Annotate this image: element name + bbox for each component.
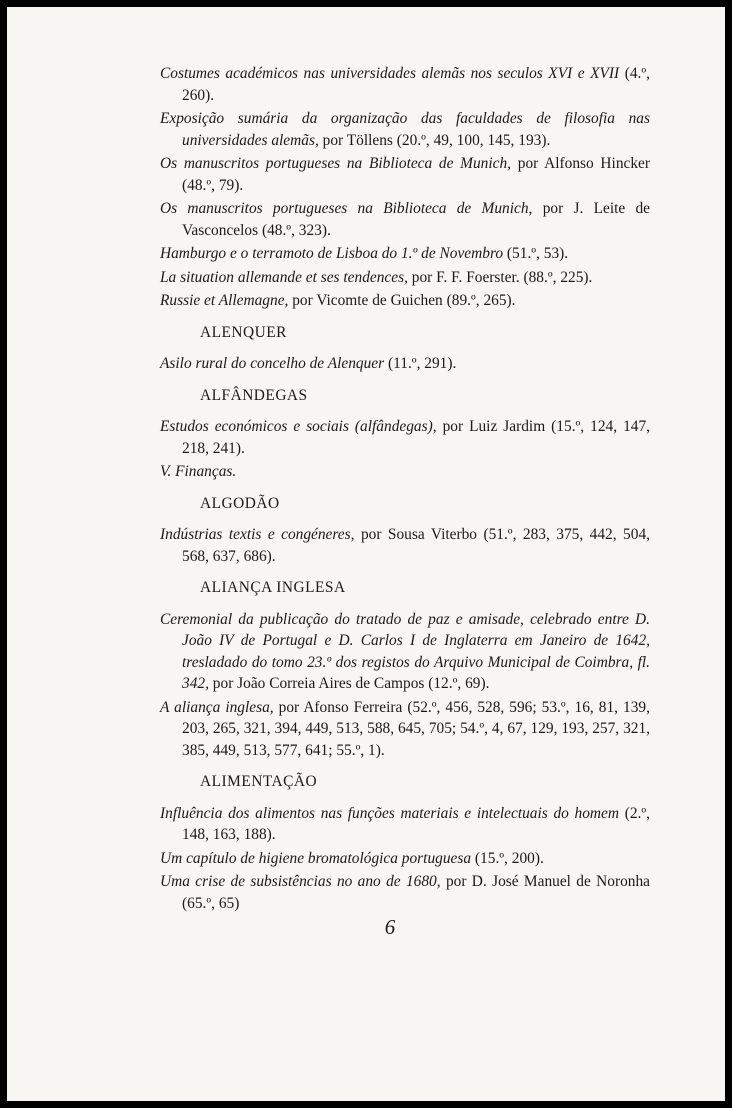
entry-author: por Sousa Viterbo [360, 526, 477, 543]
section-heading-algodao: ALGODÃO [200, 494, 280, 512]
index-content [160, 63, 650, 916]
entry-title: Indústrias textis e congéneres, [160, 526, 355, 543]
entry-author: por D. José Manuel de Noronha [445, 873, 650, 890]
index-entry [160, 524, 650, 567]
entry-title: Hamburgo e o terramoto de Lisboa do 1.º de Novembro [160, 245, 504, 262]
entry-author: por J. Leite de Vasconcelos [182, 200, 650, 239]
entry-author: por Afonso Ferreira [278, 698, 403, 716]
entry-title: Os manuscritos portugueses na Biblioteca de Munich, [160, 200, 533, 217]
page-number: 6 [384, 915, 396, 939]
entry-ref: (89.º, 265). [446, 292, 516, 309]
entry-title: Costumes académicos nas universidades alemãs nos seculos XVI e XVII [160, 65, 620, 82]
entry-ref: (88.º, 225). [523, 268, 593, 286]
entry-title: Uma crise de subsistências no ano de 1680, [160, 873, 441, 890]
entry-ref: (2.º, 148, 163, 188). [182, 804, 650, 843]
entry-author: por João Correia Aires de Campos [212, 675, 425, 692]
index-entry [160, 416, 650, 459]
entry-ref: (48.º, 79). [182, 176, 244, 194]
entry-author: por Alfonso Hincker [517, 155, 650, 172]
entry-author: por Luiz Jardim [442, 418, 546, 435]
index-entry [160, 198, 650, 241]
index-entry [160, 243, 650, 265]
entry-title: Russie et Allemagne, [160, 292, 289, 309]
entry-ref: (15.º, 124, 147, 218, 241). [182, 418, 650, 457]
entry-title: Exposição sumária da organização das faculdades de filosofia nas universidades alemãs, [160, 110, 650, 149]
entry-author: por Vicomte de Guichen [292, 292, 443, 309]
index-entry [160, 697, 650, 762]
entry-author: por F. F. Foerster. [411, 268, 520, 286]
entry-ref: (15.º, 200). [474, 849, 544, 867]
index-entry [160, 108, 650, 151]
index-entry [160, 848, 650, 870]
section-heading-alimentacao: ALIMENTAÇÃO [200, 773, 318, 790]
entry-title: Os manuscritos portugueses na Biblioteca de Munich, [160, 155, 512, 172]
index-entry [160, 267, 650, 289]
entry-ref: (65.º, 65) [182, 894, 240, 912]
entry-ref: (12.º, 69). [428, 675, 490, 692]
entry-title: V. Finanças. [160, 463, 237, 480]
entry-ref: (51.º, 283, 375, 442, 504, 568, 637, 686). [182, 526, 650, 565]
entry-title: A aliança inglesa, [160, 698, 274, 716]
section-heading-alfandegas: ALFÂNDEGAS [200, 386, 308, 404]
entry-ref: (52.º, 456, 528, 596; 53.º, 16, 81, 139, 203, 265, 321, 394, 449, 513, 588, 645, 705; 54.º, 4, 67, 129, 193, 257, 321, 385, 449, 513, 577, 641; 55.º, 1). [182, 698, 650, 759]
index-entry [160, 871, 650, 914]
entry-title: Ceremonial da publicação do tratado de paz e amisade, celebrado entre D. João IV de Portugal e D. Carlos I de Inglaterra em Janeiro de 1642, tresladado do tomo 23.º dos registos do Arquivo Municipal de Coimbra, fl. 342, [160, 610, 650, 692]
entry-title: Um capítulo de higiene bromatológica portuguesa [160, 849, 472, 867]
entry-ref: (51.º, 53). [506, 245, 569, 262]
index-entry [160, 153, 650, 196]
entry-ref: (11.º, 291). [388, 355, 457, 372]
index-entry [160, 290, 650, 312]
index-entry [160, 63, 650, 106]
entry-title: Asilo rural do concelho de Alenquer [160, 355, 385, 372]
entry-ref: (20.º, 49, 100, 145, 193). [396, 131, 551, 149]
entry-ref: (48.º, 323). [261, 221, 331, 239]
page [7, 7, 725, 1101]
entry-ref: (4.º, 260). [182, 65, 650, 104]
index-entry-see-also [160, 461, 650, 483]
index-entry [160, 353, 650, 375]
entry-title: Estudos económicos e sociais (alfândegas), [160, 418, 437, 435]
entry-title: Influência dos alimentos nas funções materiais e intelectuais do homem [160, 804, 619, 822]
section-heading-alianca-inglesa: ALIANÇA INGLESA [200, 579, 346, 596]
entry-title: La situation allemande et ses tendences, [160, 268, 408, 286]
index-entry [160, 803, 650, 846]
index-entry [160, 609, 650, 695]
section-heading-alenquer: ALENQUER [200, 323, 287, 341]
entry-author: por Töllens [322, 131, 393, 149]
